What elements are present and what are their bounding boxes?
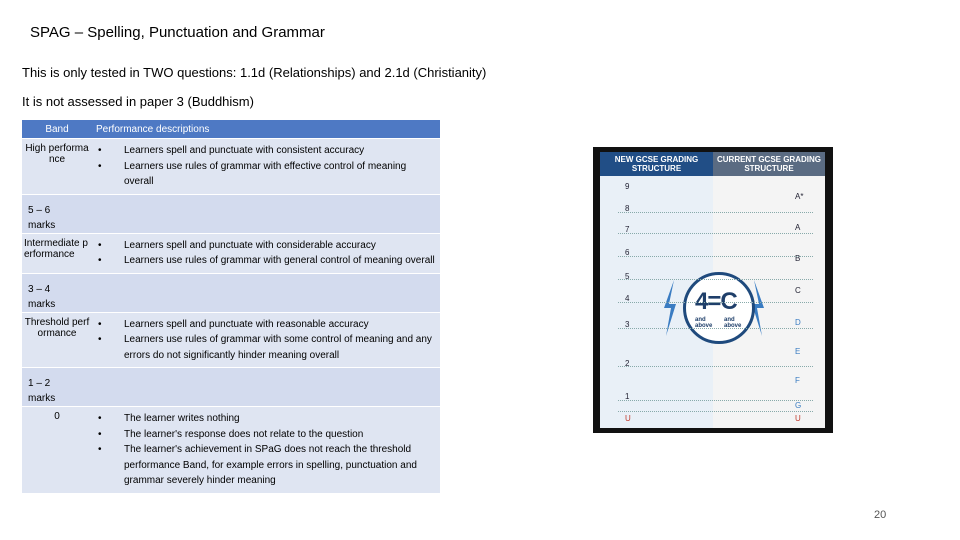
desc-high	[92, 139, 440, 195]
grade-divider	[618, 411, 813, 412]
new-grade-5: 5	[625, 272, 630, 281]
current-grade-D: D	[795, 318, 801, 327]
list-item: • Learners spell and punctuate with considerable accuracy	[96, 238, 436, 254]
marks-row-threshold	[22, 368, 440, 407]
grading-structure-image	[593, 147, 833, 433]
list-item: • Learners use rules of grammar with general control of meaning overall	[96, 253, 436, 269]
new-grade-9: 9	[625, 182, 630, 191]
grade-divider	[618, 400, 813, 401]
new-grade-2: 2	[625, 359, 630, 368]
band-label: Intermediate performance	[24, 237, 88, 260]
grading-panel	[600, 152, 825, 428]
page-number: 20	[874, 509, 887, 521]
current-grade-A*: A*	[795, 192, 804, 201]
band-label: 0	[54, 411, 60, 422]
current-gcse-header: CURRENT GCSE GRADING STRUCTURE	[713, 152, 825, 176]
current-grade-U: U	[795, 414, 801, 423]
list-item: • Learners spell and punctuate with consistent accuracy	[96, 143, 436, 159]
grade-divider	[618, 212, 813, 213]
desc-zero	[92, 407, 440, 493]
table-row-zero	[22, 407, 440, 493]
marks-threshold	[22, 368, 440, 407]
new-grade-8: 8	[625, 204, 630, 213]
grade-divider	[618, 328, 813, 329]
table-row-intermediate	[22, 233, 440, 273]
marks-label: 5 – 6 marks	[28, 204, 56, 231]
band-high	[22, 139, 92, 195]
new-grade-1: 1	[625, 392, 630, 401]
new-gcse-header: NEW GCSE GRADING STRUCTURE	[600, 152, 713, 176]
list-item: • Learners use rules of grammar with effective control of meaning overall	[96, 159, 436, 190]
info-line-questions: This is only tested in TWO questions: 1.1d (Relationships) and 2.1d (Christianity)	[22, 65, 487, 80]
header-band: Band	[22, 120, 92, 139]
new-grade-4: 4	[625, 294, 630, 303]
grade-divider	[618, 279, 813, 280]
marks-row-intermediate	[22, 273, 440, 312]
marks-high	[22, 194, 440, 233]
marks-row-high	[22, 194, 440, 233]
grade-divider	[618, 302, 813, 303]
band-threshold	[22, 312, 92, 368]
grade-divider	[618, 233, 813, 234]
table-row-threshold	[22, 312, 440, 368]
current-grade-A: A	[795, 223, 801, 232]
slide-title: SPAG – Spelling, Punctuation and Grammar	[30, 24, 325, 41]
band-intermediate	[22, 233, 92, 273]
grade-divider	[618, 256, 813, 257]
list-item: • Learners use rules of grammar with some control of meaning and any errors do not significantly hinder meaning overall	[96, 332, 436, 363]
current-grade-E: E	[795, 347, 801, 356]
marks-label: 1 – 2 marks	[28, 378, 56, 404]
spag-table	[22, 120, 440, 493]
current-grade-C: C	[795, 286, 801, 295]
desc-threshold	[92, 312, 440, 368]
list-item: • The learner writes nothing	[96, 411, 436, 427]
current-grade-F: F	[795, 376, 800, 385]
marks-intermediate	[22, 273, 440, 312]
new-grade-3: 3	[625, 320, 630, 329]
new-grade-7: 7	[625, 225, 630, 234]
grade-divider	[618, 366, 813, 367]
current-grade-B: B	[795, 254, 801, 263]
new-grade-6: 6	[625, 248, 630, 257]
list-item: • Learners spell and punctuate with reasonable accuracy	[96, 317, 436, 333]
current-grade-G: G	[795, 401, 802, 410]
marks-label: 3 – 4 marks	[28, 283, 56, 310]
table-row-high	[22, 139, 440, 195]
info-line-paper3: It is not assessed in paper 3 (Buddhism)	[22, 94, 254, 109]
and-above-left: and above	[695, 317, 713, 329]
band-zero	[22, 407, 92, 493]
and-above-right: and above	[724, 317, 742, 329]
band-label: High performance	[25, 143, 89, 165]
band-label: Threshold performance	[24, 316, 90, 339]
new-grade-U: U	[625, 414, 631, 423]
header-performance: Performance descriptions	[92, 120, 440, 139]
list-item: • The learner's achievement in SPaG does not reach the threshold performance Band, for example errors in spelling, punctuation and grammar severely hinder meaning	[96, 442, 436, 489]
equivalence-label: 4=C	[695, 288, 737, 315]
desc-intermediate	[92, 233, 440, 273]
list-item: • The learner's response does not relate to the question	[96, 427, 436, 443]
